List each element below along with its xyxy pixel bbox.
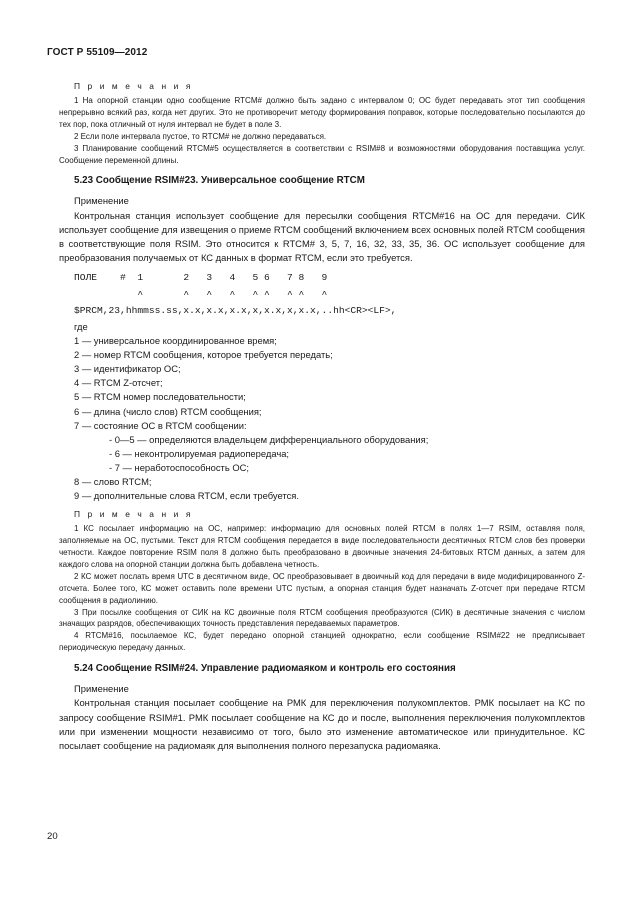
notes-title: П р и м е ч а н и я (74, 81, 193, 91)
status-sub-item: - 7 — неработоспособность ОС; (109, 461, 250, 473)
note-item: 2 Если поле интервала пустое, то RTCM# не должно передаваться. (74, 131, 327, 141)
note-item: 3 При посылке сообщения от СИК на КС двоичные поля RTCM сообщения преобразуются (СИК) в десятичные значения с числом значащих разрядов, обеспечивающих точность представления передаваемых параметров. (59, 607, 585, 629)
note-item: 2 КС может послать время UTC в десятичном виде, ОС преобразовывает в двоичный код для передачи в виде модифицированного Z-отсчета. Более того, КС может оставить поле времени UTC пустым, а опорная станция будет назначать Z-отсчет при передаче RTCM сообщения в радиолинию. (59, 571, 585, 605)
field-description: 5 — RTCM номер последовательности; (74, 391, 246, 403)
note-item: 4 RTCM#16, посылаемое КС, будет передано опорной станцией однократно, если сообщение RSIM#22 не предписывает периодическую передачу данных. (59, 631, 585, 653)
notes-title: П р и м е ч а н и я (74, 509, 193, 520)
field-description: 3 — идентификатор ОС; (74, 363, 181, 375)
field-description: 8 — слово RTCM; (74, 475, 152, 487)
field-description: 6 — длина (число слов) RTCM сообщения; (74, 405, 262, 417)
section-title-5-24: 5.24 Сообщение RSIM#24. Управление радиомаяком и контроль его состояния (74, 663, 456, 675)
status-sub-item: - 6 — неконтролируемая радиопередача; (109, 447, 290, 459)
field-description: 2 — номер RTCM сообщения, которое требуется передать; (74, 349, 333, 361)
page-content (59, 80, 585, 753)
section-paragraph: Контрольная станция использует сообщение для пересылки сообщения RTCM#16 на ОС для передачи. СИК использует сообщение для извещения о приеме RTCM сообщений включением всех основных полей RTCM сообщения в соответствующие поля RSIM. Это относится к RTCM# 3, 5, 7, 16, 32, 33, 35, 36. ОС использует сообщение для преобразования получаемых от КС данных в формат RTCM, если это требуется. (59, 209, 585, 264)
section-paragraph: Контрольная станция посылает сообщение на РМК для переключения полукомплектов. РМК посылает на КС по запросу сообщение RSIM#1. РМК посылает сообщение на КС до и после, выполнения переключения полукомплектов или при изменении мощности независимо от того, было это изменение автоматическое или принудительное. КС посылает сообщение на радиомаяк для выполнения полного перезапуска радиомаяка. (59, 697, 585, 751)
sentence-format-line: $PRCM,23,hhmmss.ss,x.x,x.x,x.x,x,x.x,x,x.x,..hh<CR><LF>, (74, 305, 397, 317)
section-title-5-23: 5.23 Сообщение RSIM#23. Универсальное сообщение RTCM (74, 175, 365, 187)
note-item: 1 КС посылает информацию на ОС, например: информацию для основных полей RTCM в полях 1—7 RSIM, оставляя поля, заполняемые на ОС, пустыми. Текст для RTCM сообщения передается в виде последовательности десятичных RTCM слов без проверки четности. Каждое повторение RSIM поля 8 должно быть преобразовано в двоичные значения 24-битовых RTCM данных, а затем для каждого слова на опорной станции должна быть добавлена четность. (59, 524, 585, 569)
note-item: 1 На опорной станции одно сообщение RTCM# должно быть задано с интервалом 0; ОС будет передавать этот тип сообщения непрерывно всякий раз, когда нет других. Это не противоречит методу формирования поправок, которые последовательно посылаются до тех пор, пока отличный от нуля интервал не будет в поле 3. (59, 96, 585, 129)
field-description: 1 — универсальное координированное время; (74, 335, 277, 347)
field-layout-line: ПОЛЕ # 1 2 3 4 5 6 7 8 9 (74, 272, 328, 284)
field-description: 9 — дополнительные слова RTCM, если требуется. (74, 490, 299, 502)
field-marker-line: ^ ^ ^ ^ ^ ^ ^ ^ ^ (74, 288, 328, 300)
application-label: Применение (74, 195, 129, 207)
note-item: 3 Планирование сообщений RTCM#5 осуществляется в соответствии с RSIM#8 и возможностями оборудования поставщика услуг. Сообщение переменной длины. (59, 143, 585, 165)
status-sub-item: - 0—5 — определяются владельцем дифференциального оборудования; (109, 433, 429, 445)
application-label: Применение (74, 683, 129, 695)
standard-header: ГОСТ Р 55109—2012 (47, 47, 148, 58)
field-description: 4 — RTCM Z-отсчет; (74, 377, 163, 389)
page-number: 20 (47, 831, 58, 842)
field-description: 7 — состояние ОС в RTCM сообщении: (74, 419, 247, 431)
where-label: где (74, 320, 88, 332)
